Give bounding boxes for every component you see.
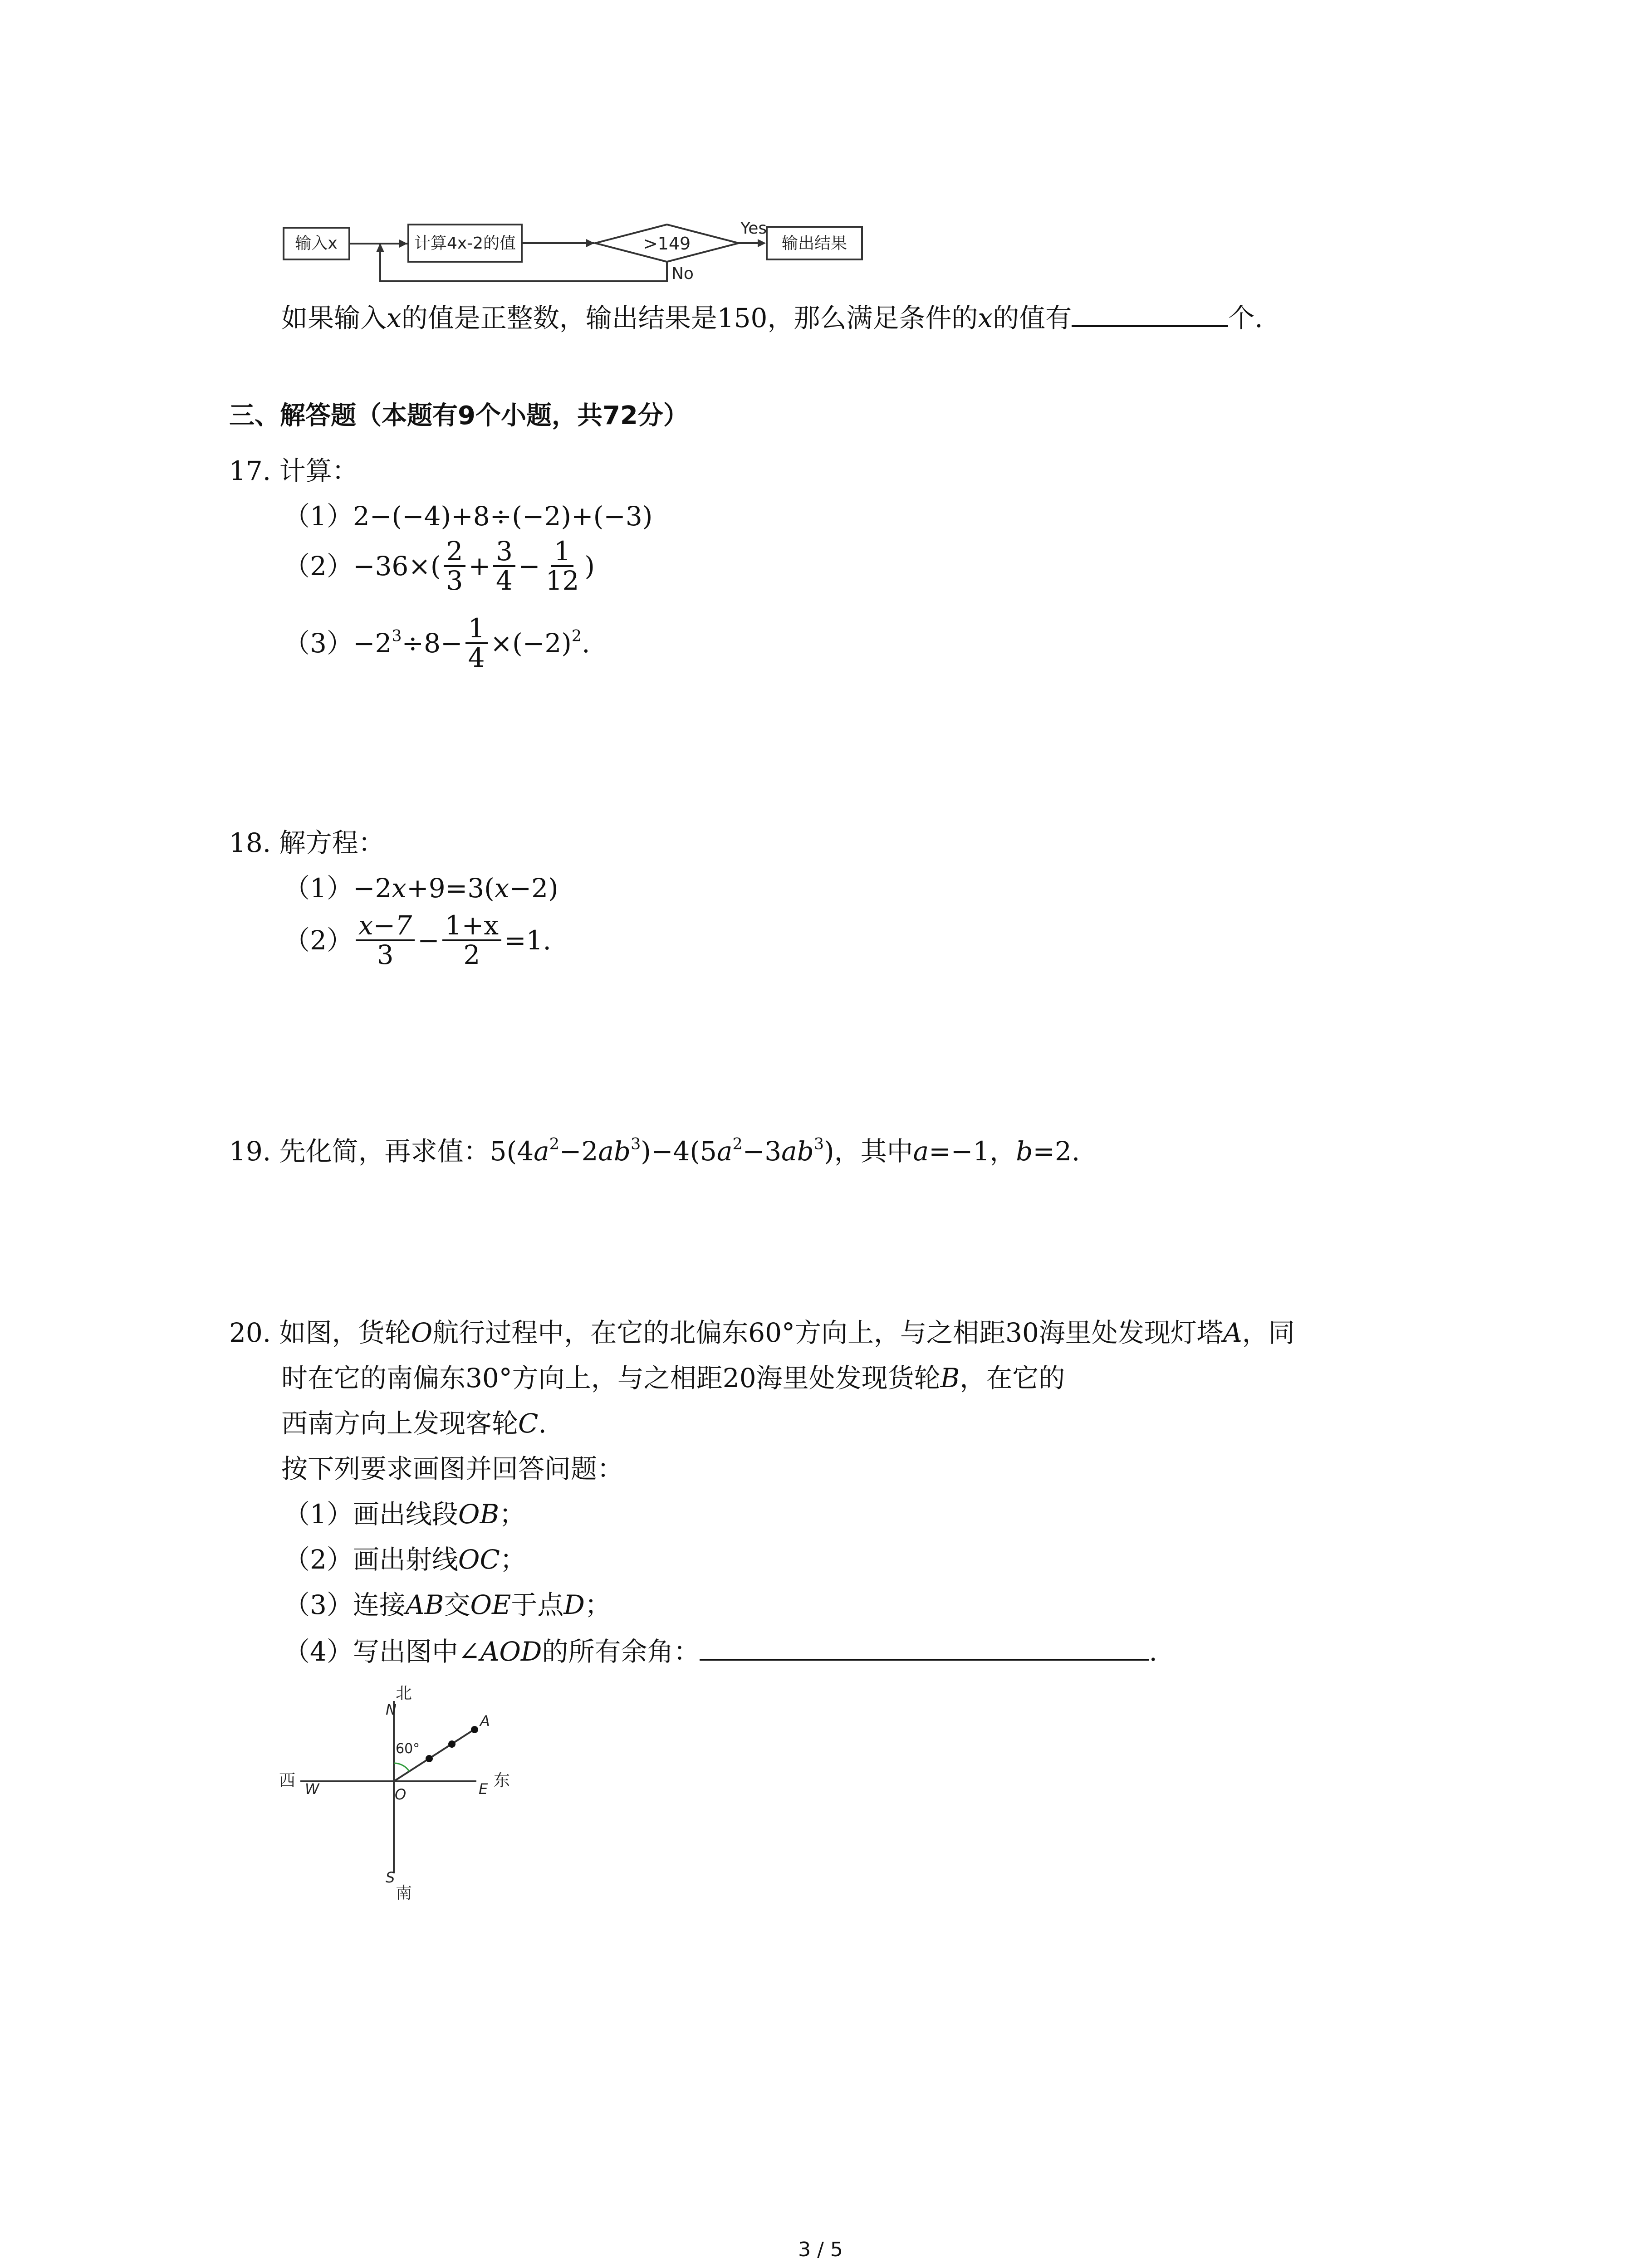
question-18-part-2 (284, 912, 551, 969)
variable: a (534, 1136, 549, 1167)
text: +9=3( (407, 873, 495, 904)
text: )−4(5 (641, 1136, 717, 1167)
text: 时在它的南偏东30°方向上，与之相距20海里处发现货轮 (281, 1363, 941, 1393)
flowchart-output-label: 输出结果 (781, 234, 847, 253)
question-18-title: 18. 解方程： (229, 827, 385, 858)
question-20-line-3 (281, 1408, 547, 1439)
flowchart (281, 213, 926, 295)
text: =−1， (929, 1136, 1016, 1167)
fraction (356, 912, 415, 969)
angle-label: 60° (396, 1741, 420, 1757)
question-20-step-2 (284, 1545, 526, 1575)
operator: − (417, 924, 440, 956)
answer-blank[interactable] (1072, 302, 1228, 327)
text (490, 628, 590, 659)
variable: AB (405, 1589, 444, 1620)
variable: OC (458, 1544, 500, 1575)
question-20-step-4 (284, 1635, 1157, 1667)
text: 20. 如图，货轮 (229, 1317, 411, 1348)
text: 19. 先化简，再求值：5(4 (229, 1136, 534, 1167)
text: 西南方向上发现客轮 (281, 1408, 519, 1439)
west-label: 西 (279, 1771, 296, 1790)
south-label: 南 (396, 1884, 412, 1902)
text: =2. (1033, 1136, 1080, 1167)
text: ) (584, 550, 595, 582)
north-label: 北 (396, 1684, 412, 1703)
text: （2）−36×( (284, 550, 441, 582)
text: ÷8− (402, 627, 463, 659)
flowchart-no-label: No (671, 264, 694, 283)
denominator: 2 (463, 939, 480, 970)
question-20-instruction: 按下列要求画图并回答问题： (281, 1453, 624, 1484)
text: 的值有 (993, 303, 1072, 334)
question-19 (229, 1136, 1080, 1167)
fraction (465, 615, 488, 672)
variable: b (1016, 1136, 1033, 1167)
E-label: E (479, 1780, 488, 1798)
exponent: 2 (732, 1135, 743, 1154)
text: −3 (742, 1136, 782, 1167)
denominator: 4 (496, 565, 513, 596)
denominator: 3 (446, 565, 463, 596)
text: ×(−2) (490, 627, 572, 659)
page-number: 3 / 5 (798, 2238, 843, 2261)
text: （1）−2 (284, 873, 392, 904)
arrowhead-1 (399, 240, 407, 248)
text: （1）画出线段 (284, 1499, 458, 1530)
text: （4）写出图中∠ (284, 1636, 480, 1667)
variable: ab (598, 1136, 631, 1167)
text: 航行过程中，在它的北偏东60°方向上，与之相距30海里处发现灯塔 (432, 1317, 1223, 1348)
operator: − (518, 550, 540, 582)
variable: a (716, 1136, 733, 1167)
text: （3）−2 (284, 627, 392, 659)
variable-x: x (978, 303, 993, 334)
variable: ab (781, 1136, 814, 1167)
question-18-part-1 (284, 873, 558, 904)
question-20-line-1 (229, 1318, 1295, 1348)
compass-diagram (272, 1681, 526, 1903)
text: . (582, 627, 590, 659)
fraction (444, 538, 466, 595)
point-marker (448, 1740, 456, 1748)
variable: O (411, 1317, 433, 1348)
section-3-heading: 三、解答题（本题有9个小题，共72分） (229, 401, 689, 430)
numerator: x−7 (356, 912, 415, 941)
text: −2) (509, 873, 558, 904)
numerator: 3 (493, 538, 515, 567)
question-17-part-2 (284, 538, 595, 595)
text: =1. (504, 924, 551, 956)
variable: C (518, 1408, 539, 1439)
question-20-step-1 (284, 1499, 525, 1530)
exponent: 3 (813, 1135, 824, 1154)
variable: A (1223, 1317, 1242, 1348)
operator: + (468, 550, 491, 582)
S-label: S (386, 1869, 395, 1886)
O-label: O (395, 1786, 407, 1803)
text (284, 628, 463, 659)
exponent: 3 (392, 627, 402, 645)
text: 于点 (511, 1589, 564, 1620)
text: ，在它的 (960, 1363, 1065, 1393)
text: −2 (559, 1136, 598, 1167)
flowchart-input-label: 输入x (295, 234, 338, 253)
variable: B (940, 1363, 960, 1393)
flowchart-compute-label: 计算4x-2的值 (414, 234, 516, 253)
text: ，同 (1242, 1317, 1295, 1348)
text: （3）连接 (284, 1589, 406, 1620)
text: （2）画出射线 (284, 1544, 458, 1575)
variable: OE (470, 1589, 511, 1620)
exponent: 2 (549, 1135, 559, 1154)
question-16-sentence (281, 302, 1263, 333)
text: 交 (444, 1589, 470, 1620)
east-label: 东 (494, 1771, 510, 1790)
variable: a (913, 1136, 929, 1167)
variable-x: x (392, 873, 407, 904)
exponent: 2 (571, 627, 582, 645)
variable-x: x (387, 303, 402, 334)
variable: D (563, 1589, 585, 1620)
numerator: 1 (551, 538, 573, 567)
A-label: A (480, 1712, 490, 1730)
denominator: 3 (377, 939, 394, 970)
W-label: W (305, 1780, 319, 1798)
numerator: 1+x (442, 912, 501, 941)
text: )，其中 (823, 1136, 913, 1167)
text: ； (499, 1499, 526, 1530)
fraction (442, 912, 501, 969)
text: ； (500, 1544, 526, 1575)
text: 个. (1228, 303, 1263, 334)
text: （2） (284, 924, 353, 956)
variable: AOD (480, 1636, 542, 1667)
angle-arc (394, 1763, 409, 1771)
variable: OB (458, 1499, 500, 1530)
question-17-title: 17. 计算： (229, 455, 358, 486)
variable-x: x (494, 873, 509, 904)
numerator: 1 (465, 615, 488, 644)
fraction (543, 538, 582, 595)
text: ； (584, 1589, 611, 1620)
text: 的值是正整数，输出结果是150，那么满足条件的 (401, 303, 978, 334)
point-marker (426, 1755, 433, 1762)
denominator: 12 (545, 565, 579, 596)
text: 如果输入 (281, 303, 387, 334)
N-label: N (386, 1701, 397, 1718)
flowchart-yes-label: Yes (740, 219, 767, 238)
question-17-part-3 (284, 615, 590, 672)
point-A-marker (471, 1726, 478, 1733)
question-20-line-2 (281, 1363, 1065, 1393)
flowchart-condition-label: >149 (643, 234, 691, 254)
question-20-step-3 (284, 1590, 611, 1620)
answer-blank[interactable] (700, 1635, 1149, 1661)
text: 的所有余角： (542, 1636, 700, 1667)
arrowhead-yes (758, 239, 766, 247)
exponent: 3 (631, 1135, 641, 1154)
fraction (493, 538, 515, 595)
text: . (1149, 1636, 1157, 1667)
question-17-part-1: （1）2−(−4)+8÷(−2)+(−3) (284, 501, 653, 532)
text: . (538, 1408, 547, 1439)
numerator: 2 (444, 538, 466, 567)
denominator: 4 (468, 642, 485, 673)
